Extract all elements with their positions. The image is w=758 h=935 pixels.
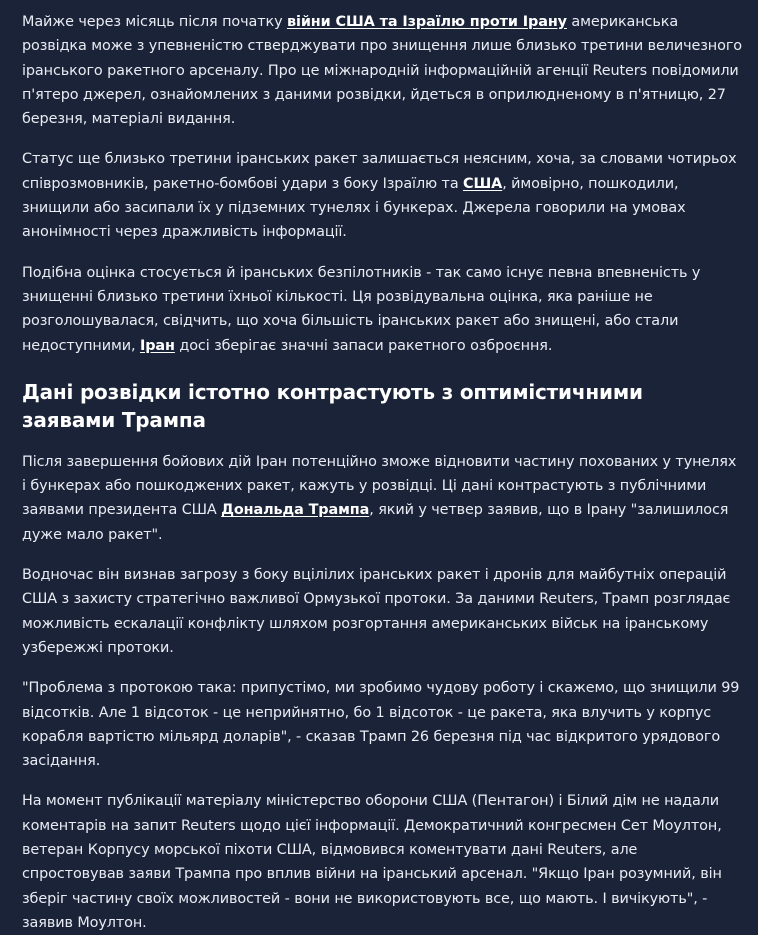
paragraph-2 bbox=[22, 147, 742, 244]
paragraph-6: "Проблема з протокою така: припустімо, ми зробимо чудову роботу і скажемо, що знищили 99 відсотків. Але 1 відсоток - це неприйнятно, бо 1 відсоток - це ракета, яка влучить у корпус корабля вартістю мільярд доларів", - сказав Трамп 26 березня під час відкритого урядового засідання. bbox=[22, 680, 740, 770]
section-heading: Дані розвідки істотно контрастують з оптимістичними заявами Трампа bbox=[22, 379, 643, 432]
link-donald-trump[interactable]: Дональда Трампа bbox=[221, 502, 370, 519]
paragraph-1 bbox=[22, 10, 742, 131]
link-war-us-israel-iran[interactable]: війни США та Ізраїлю проти Ірану bbox=[286, 14, 567, 30]
paragraph-5: Водночас він визнав загрозу з боку вцілілих іранських ракет і дронів для майбутніх операцій США з захисту стратегічно важливої Ормузької протоки. За даними Reuters, Трамп розглядає можливість ескалації конфлікту шляхом розгортання американських військ на іранському узбережжі протоки. bbox=[22, 567, 731, 656]
paragraph-4-text-b: , який у четвер заявив, що в Ірану "залишилося дуже мало ракет". bbox=[22, 502, 729, 543]
paragraph-3-text-b: досі зберігає значні запаси ракетного озброєння. bbox=[174, 337, 553, 354]
link-iran[interactable]: Іран bbox=[139, 337, 175, 354]
paragraph-1-text-a: Майже через місяць після початку bbox=[22, 14, 287, 30]
paragraph-2-text-b: , ймовірно, пошкодили, знищили або засипали їх у підземних тунелях і бункерах. Джерела говорили на умовах анонімності через дражливість інформації. bbox=[22, 175, 686, 241]
paragraph-4 bbox=[22, 450, 742, 547]
paragraph-1-text-b: американська розвідка може з упевненістю стверджувати про знищення лише близько третини величезного іранського ракетного арсеналу. Про це міжнародній інформаційній агенції Reuters повідомили п'ятеро джерел, ознайомлених з даними розвідки, йдеться в оприлюдненому в п'ятницю, 27 березня, матеріалі видання. bbox=[22, 14, 742, 128]
paragraph-2-text-a: Статус ще близько третини іранських ракет залишається неясним, хоча, за словами чотирьох співрозмовників, ракетно-бомбові удари з боку Ізраїлю та bbox=[22, 151, 737, 192]
link-usa[interactable]: США bbox=[463, 175, 503, 192]
paragraph-3 bbox=[22, 261, 742, 358]
paragraph-7: На момент публікації матеріалу міністерство оборони США (Пентагон) і Білий дім не надали коментарів на запит Reuters щодо цієї інформації. Демократичний конгресмен Сет Моултон, ветеран Корпусу морської піхоти США, відмовився коментувати дані Reuters, але спростовував заяви Трампа про вплив війни на іранський арсенал. "Якщо Іран розумний, він зберіг частину своїх можливостей - вони не використовують все, що мають. І вичікують", - заявив Моултон. bbox=[22, 793, 722, 931]
paragraph-3-text-a: Подібна оцінка стосується й іранських безпілотників - так само існує певна впевненість у знищенні близько третини їхньої кількості. Ця розвідувальна оцінка, яка раніше не розголошувалася, свідчить, що хоча більшість іранських ракет або знищені, або стали недоступними, bbox=[22, 264, 701, 354]
paragraph-4-text-a: Після завершення бойових дій Іран потенційно зможе відновити частину похованих у тунелях і бункерах або пошкоджених ракет, кажуть у розвідці. Ці дані контрастують з публічними заявами президента США bbox=[22, 453, 737, 519]
